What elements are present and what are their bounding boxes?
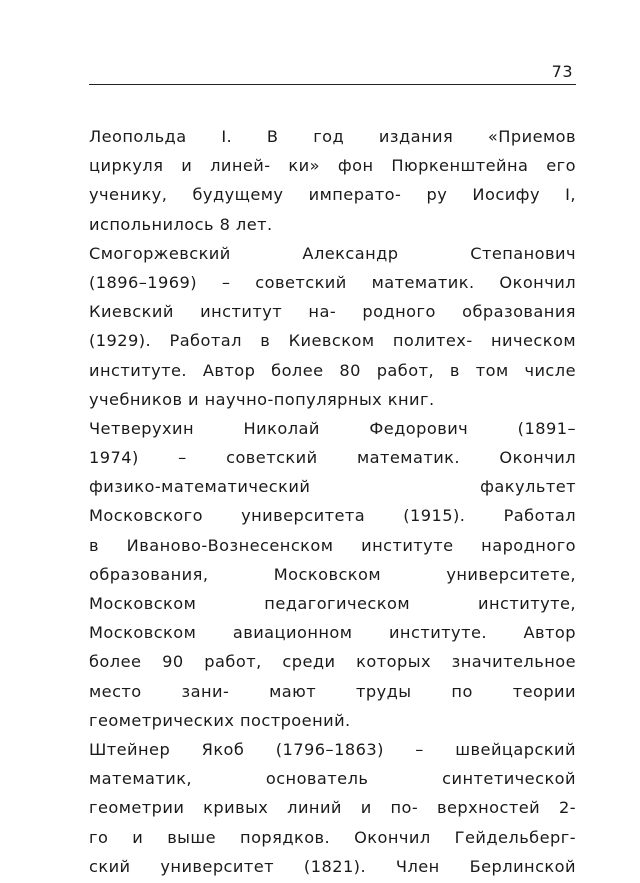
text-line: физико-математический факультет — [89, 477, 576, 497]
text-line: испольнилось 8 лет. — [89, 214, 273, 234]
text-line: Московском авиационном институте. Автор — [89, 623, 576, 643]
header-rule — [89, 84, 576, 85]
text-line: учебников и научно-популярных книг. — [89, 389, 435, 409]
text-line: го и выше порядков. Окончил Гейдельберг- — [89, 827, 576, 847]
text-line: образования, Московском университете, — [89, 564, 576, 584]
text-line: Московском педагогическом институте, — [89, 594, 576, 613]
text-line: Штейнер Якоб (1796–1863) – швейцарский — [89, 739, 576, 759]
page-number: 73 — [551, 62, 573, 81]
text-line: Смогоржевский Александр Степанович — [89, 243, 576, 263]
body-text — [89, 122, 576, 881]
text-line: геометрии кривых линий и по- верхностей 2- — [89, 798, 576, 818]
text-line: 1974) – советский математик. Окончил — [89, 448, 576, 468]
text-line: геометрических построений. — [89, 710, 351, 730]
text-line: Киевский институт на- родного образования — [89, 302, 576, 322]
text-line: более 90 работ, среди которых значительное — [89, 652, 576, 672]
text-line: (1896–1969) – советский математик. Окончил — [89, 272, 576, 292]
text-line: (1929). Работал в Киевском политех- ническом — [89, 331, 576, 351]
text-line: ученику, будущему императо- ру Иосифу I, — [89, 185, 576, 205]
text-line: математик, основатель синтетической — [89, 769, 576, 789]
text-line: Леопольда I. В год издания «Приемов — [89, 127, 576, 146]
text-line: циркуля и линей- ки» фон Пюркенштейна его — [89, 156, 576, 176]
text-line: место зани- мают труды по теории — [89, 681, 576, 701]
text-line: в Иваново-Вознесенском институте народного — [89, 535, 576, 555]
text-line: институте. Автор более 80 работ, в том числе — [89, 360, 576, 380]
text-line: Московского университета (1915). Работал — [89, 506, 576, 526]
text-line: Четверухин Николай Федорович (1891– — [89, 418, 576, 438]
text-line: ский университет (1821). Член Берлинской — [89, 856, 576, 876]
